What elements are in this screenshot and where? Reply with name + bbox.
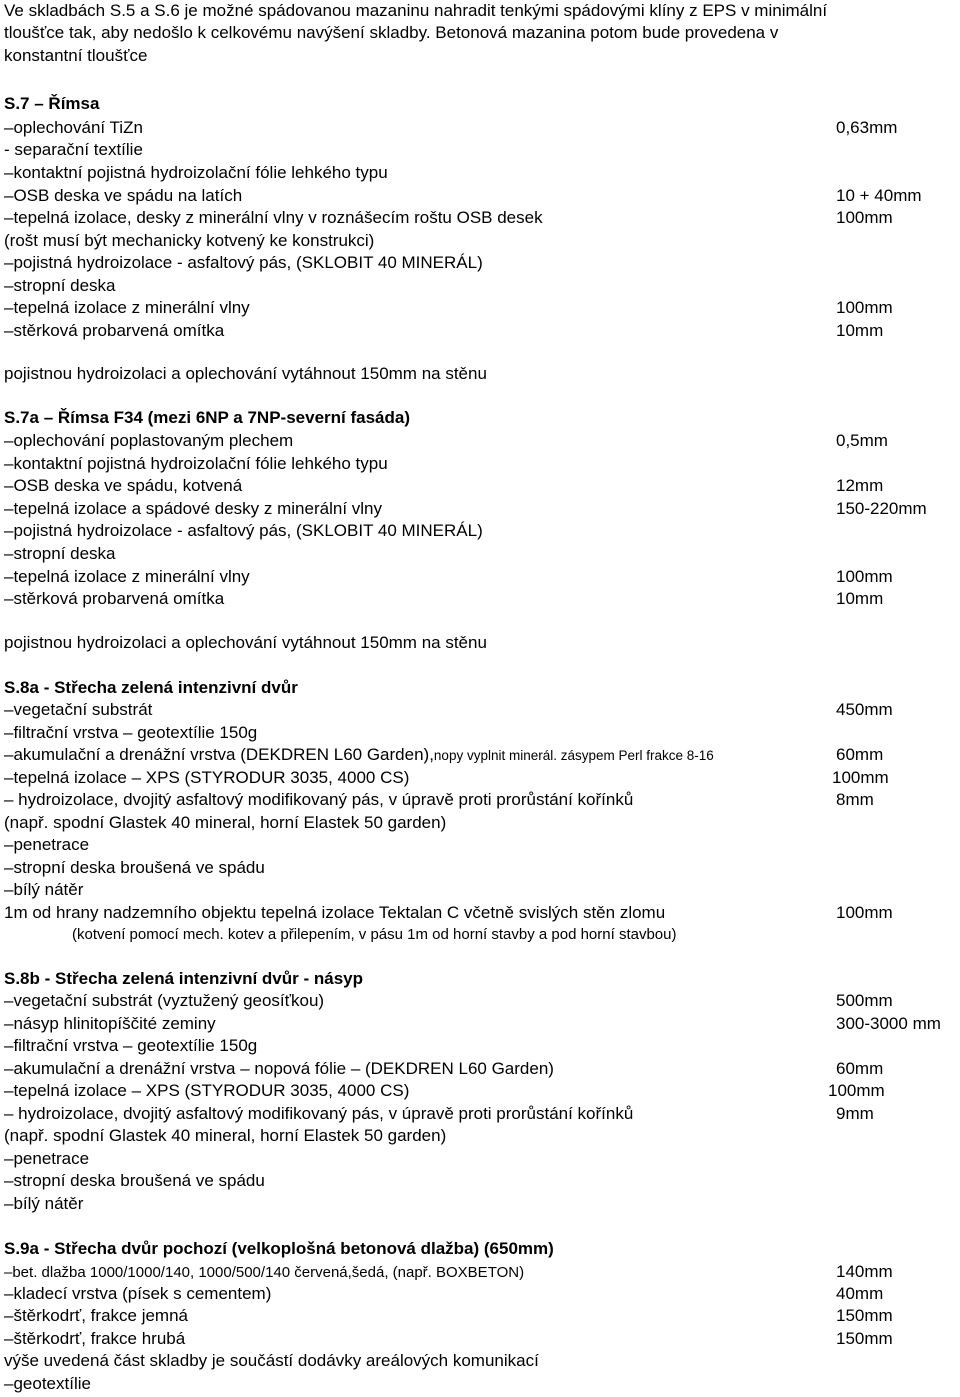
layer-thickness: 100mm	[836, 208, 893, 227]
layer-text: –stropní deska	[4, 544, 116, 563]
layer-thickness: 40mm	[836, 1284, 884, 1303]
section-heading-s7a: S.7a – Římsa F34 (mezi 6NP a 7NP-severní fasáda)	[4, 408, 410, 427]
layer-thickness: 10mm	[836, 321, 884, 340]
layer-text: – hydroizolace, dvojitý asfaltový modifikovaný pás, v úpravě proti prorůstání kořínků	[4, 790, 634, 809]
layer-text: –filtrační vrstva – geotextílie 150g	[4, 1036, 258, 1055]
section-heading-s8b: S.8b - Střecha zelená intenzivní dvůr - násyp	[4, 969, 363, 988]
section-note: (kotvení pomocí mech. kotev a přilepením, v pásu 1m od horní stavby a pod horní stavbou)	[72, 926, 677, 943]
section-heading-s7: S.7 – Římsa	[4, 94, 100, 113]
layer-thickness: 60mm	[836, 1059, 884, 1078]
layer-text: –penetrace	[4, 1149, 90, 1168]
layer-thickness: 150mm	[836, 1329, 893, 1348]
layer-thickness: 100mm	[836, 903, 893, 922]
layer-text: –geotextílie	[4, 1374, 91, 1393]
layer-thickness: 60mm	[836, 745, 884, 764]
layer-text: –stěrková probarvená omítka	[4, 321, 225, 340]
layer-text-main: –bet. dlažba 1000/1000/140, 1000/500/140 červená,šedá, (např. BOXBETON)	[4, 1264, 525, 1281]
layer-thickness: 8mm	[836, 790, 874, 809]
intro-line: Ve skladbách S.5 a S.6 je možné spádovanou mazaninu nahradit tenkými spádovými klíny z EPS v minimální	[4, 1, 828, 20]
layer-text: –kladecí vrstva (písek s cementem)	[4, 1284, 272, 1303]
layer-text: –OSB deska ve spádu, kotvená	[4, 476, 243, 495]
layer-text: –stěrková probarvená omítka	[4, 589, 225, 608]
layer-text: –pojistná hydroizolace - asfaltový pás, (SKLOBIT 40 MINERÁL)	[4, 521, 483, 540]
layer-text: –vegetační substrát (vyztužený geosíťkou)	[4, 991, 325, 1010]
section-heading-s9a: S.9a - Střecha dvůr pochozí (velkoplošná betonová dlažba) (650mm)	[4, 1239, 554, 1258]
layer-thickness: 500mm	[836, 991, 893, 1010]
layer-text: –bílý nátěr	[4, 880, 84, 899]
layer-text: –štěrkodrť, frakce hrubá	[4, 1329, 186, 1348]
layer-text: –akumulační a drenážní vrstva – nopová fólie – (DEKDREN L60 Garden)	[4, 1059, 554, 1078]
layer-text: –stropní deska broušená ve spádu	[4, 858, 265, 877]
layer-text	[4, 744, 714, 766]
layer-text-main: –akumulační a drenážní vrstva (DEKDREN L60 Garden),	[4, 745, 434, 764]
layer-thickness: 12mm	[836, 476, 884, 495]
layer-text	[4, 1261, 524, 1283]
layer-thickness: 450mm	[836, 700, 893, 719]
layer-thickness: 140mm	[836, 1262, 893, 1281]
intro-line: tloušťce tak, aby nedošlo k celkovému navýšení skladby. Betonová mazanina potom bude provedena v	[4, 23, 779, 42]
layer-thickness: 9mm	[836, 1104, 874, 1123]
layer-thickness: 150-220mm	[836, 499, 927, 518]
layer-text: –kontaktní pojistná hydroizolační fólie lehkého typu	[4, 163, 388, 182]
layer-text: (např. spodní Glastek 40 mineral, horní Elastek 50 garden)	[4, 1126, 447, 1145]
layer-text: –penetrace	[4, 835, 90, 854]
layer-thickness: 100mm	[832, 768, 889, 787]
layer-text-small-note: nopy vyplnit minerál. zásypem Perl frakce 8-16	[433, 748, 714, 763]
layer-text: - separační textílie	[4, 140, 143, 159]
layer-text: 1m od hrany nadzemního objektu tepelná izolace Tektalan C včetně svislých stěn zlomu	[4, 903, 666, 922]
layer-text: –tepelná izolace a spádové desky z minerální vlny	[4, 499, 382, 518]
layer-thickness: 300-3000 mm	[836, 1014, 941, 1033]
layer-text: –filtrační vrstva – geotextílie 150g	[4, 723, 258, 742]
intro-line: konstantní tloušťce	[4, 46, 148, 65]
layer-text: –tepelná izolace z minerální vlny	[4, 567, 250, 586]
layer-text: (např. spodní Glastek 40 mineral, horní Elastek 50 garden)	[4, 813, 447, 832]
layer-text: (rošt musí být mechanicky kotvený ke konstrukci)	[4, 231, 375, 250]
layer-text: –oplechování poplastovaným plechem	[4, 431, 294, 450]
layer-thickness: 100mm	[836, 567, 893, 586]
layer-text: –stropní deska broušená ve spádu	[4, 1171, 265, 1190]
layer-text: –stropní deska	[4, 276, 116, 295]
layer-thickness: 0,5mm	[836, 431, 888, 450]
layer-text: výše uvedená část skladby je součástí dodávky areálových komunikací	[4, 1351, 539, 1370]
layer-thickness: 150mm	[836, 1306, 893, 1325]
layer-text: –násyp hlinitopíščité zeminy	[4, 1014, 216, 1033]
layer-text: –kontaktní pojistná hydroizolační fólie lehkého typu	[4, 454, 388, 473]
layer-text: –štěrkodrť, frakce jemná	[4, 1306, 189, 1325]
layer-thickness: 0,63mm	[836, 118, 898, 137]
layer-thickness: 100mm	[828, 1081, 885, 1100]
layer-text: –OSB deska ve spádu na latích	[4, 186, 243, 205]
layer-text: –tepelná izolace z minerální vlny	[4, 298, 250, 317]
layer-text: –tepelná izolace – XPS (STYRODUR 3035, 4000 CS)	[4, 768, 410, 787]
layer-text: –oplechování TiZn	[4, 118, 143, 137]
section-heading-s8a: S.8a - Střecha zelená intenzivní dvůr	[4, 678, 298, 697]
section-note: pojistnou hydroizolaci a oplechování vytáhnout 150mm na stěnu	[4, 633, 487, 652]
layer-text: –pojistná hydroizolace - asfaltový pás, (SKLOBIT 40 MINERÁL)	[4, 253, 483, 272]
layer-thickness: 100mm	[836, 298, 893, 317]
layer-thickness: 10mm	[836, 589, 884, 608]
layer-text: –bílý nátěr	[4, 1194, 84, 1213]
layer-text: – hydroizolace, dvojitý asfaltový modifikovaný pás, v úpravě proti prorůstání kořínků	[4, 1104, 634, 1123]
layer-thickness: 10 + 40mm	[836, 186, 922, 205]
layer-text: –tepelná izolace – XPS (STYRODUR 3035, 4000 CS)	[4, 1081, 410, 1100]
layer-text: –tepelná izolace, desky z minerální vlny v roznášecím roštu OSB desek	[4, 208, 543, 227]
section-note: pojistnou hydroizolaci a oplechování vytáhnout 150mm na stěnu	[4, 364, 487, 383]
layer-text: –vegetační substrát	[4, 700, 153, 719]
